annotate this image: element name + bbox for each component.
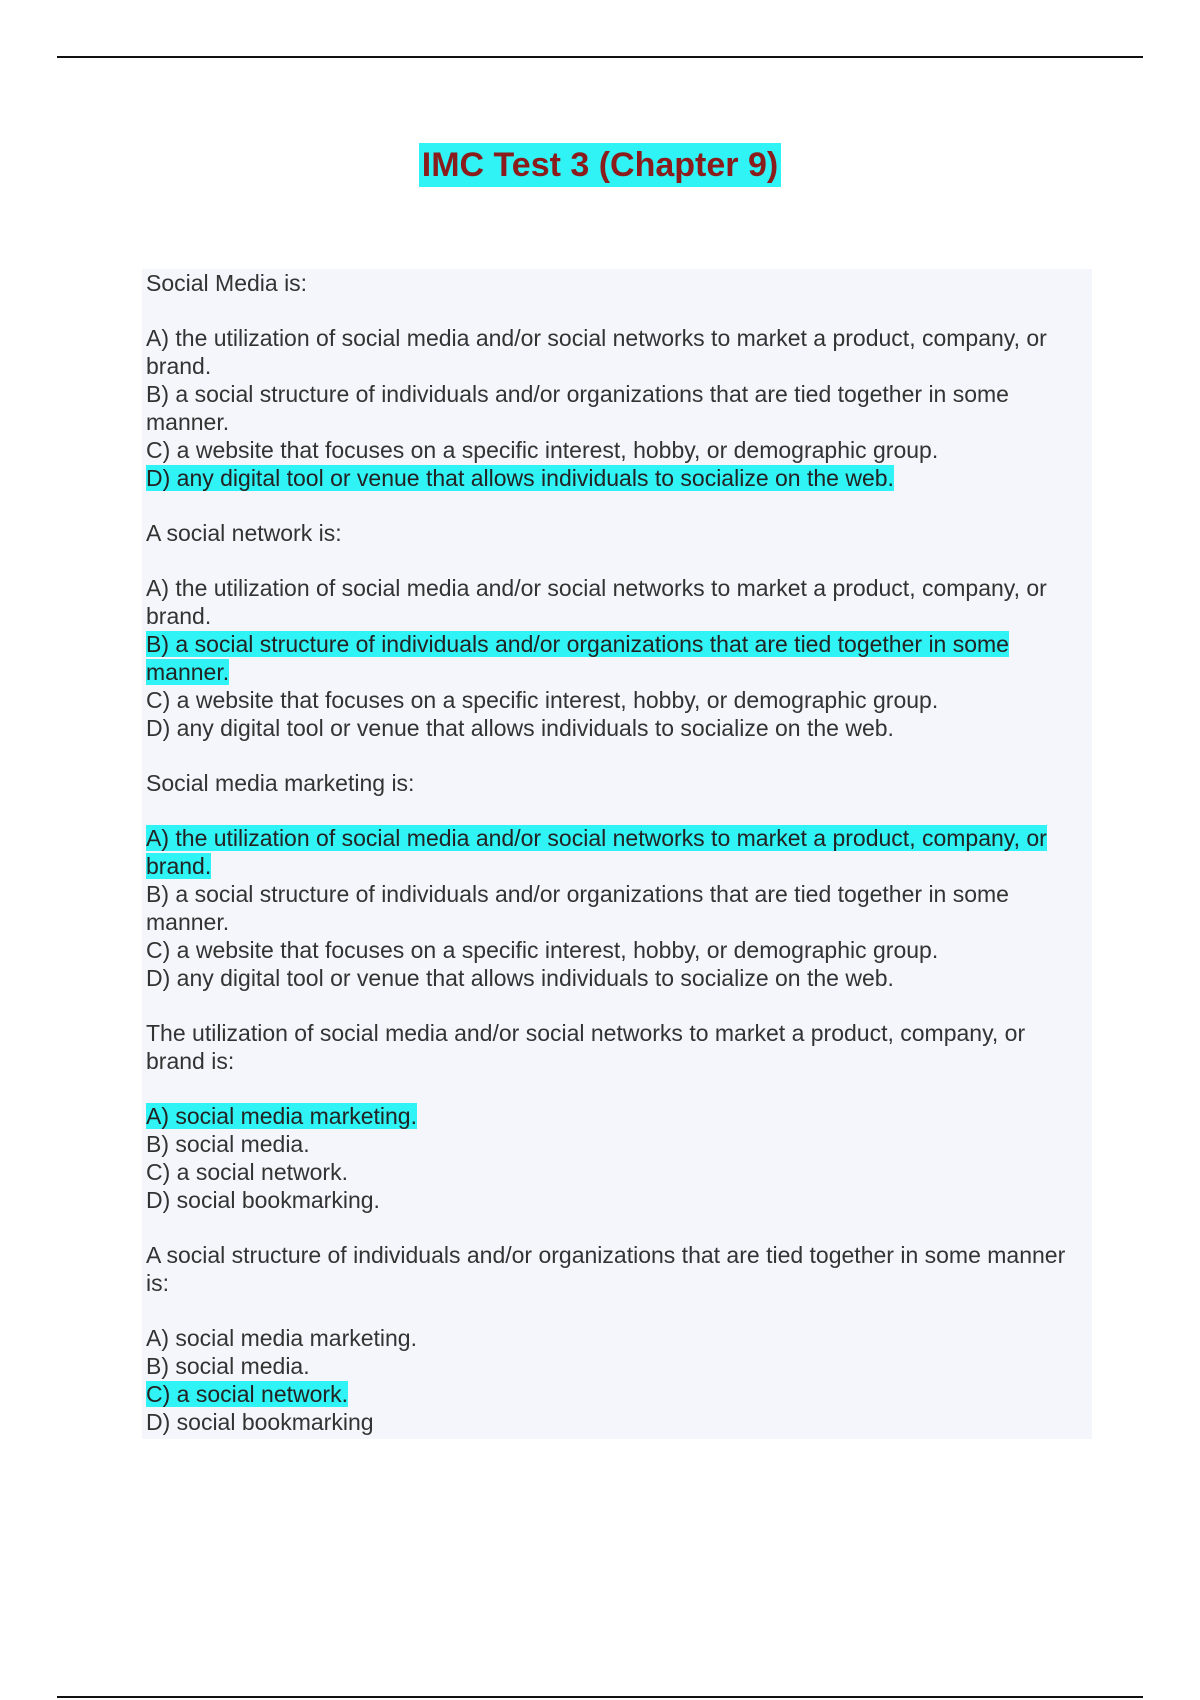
option-c: [146, 936, 1088, 964]
option-text: C) a website that focuses on a specific interest, hobby, or demographic group.: [146, 437, 939, 463]
question-text: A social structure of individuals and/or organizations that are tied together in some manner is:: [146, 1242, 1066, 1296]
option-b: [146, 380, 1088, 436]
option-list: [146, 574, 1088, 742]
question-5: [146, 1241, 1088, 1436]
option-text: A) the utilization of social media and/or social networks to market a product, company, or brand.: [146, 575, 1047, 629]
option-list: [146, 324, 1088, 492]
title-container: [0, 143, 1200, 187]
option-text: D) any digital tool or venue that allows individuals to socialize on the web.: [146, 965, 894, 991]
option-text: B) a social structure of individuals and/or organizations that are tied together in some manner.: [146, 381, 1009, 435]
option-text: A) social media marketing.: [146, 1103, 417, 1129]
option-b: [146, 630, 1088, 686]
option-text: C) a website that focuses on a specific interest, hobby, or demographic group.: [146, 687, 939, 713]
option-c: [146, 686, 1088, 714]
question-2: [146, 519, 1088, 742]
question-text: The utilization of social media and/or social networks to market a product, company, or brand is:: [146, 1020, 1026, 1074]
question-text: Social Media is:: [146, 270, 308, 296]
option-c: [146, 436, 1088, 464]
option-text: B) social media.: [146, 1353, 310, 1379]
option-text: C) a social network.: [146, 1381, 348, 1407]
option-a: [146, 1324, 1088, 1352]
option-text: D) social bookmarking: [146, 1409, 374, 1435]
option-d: [146, 1186, 1088, 1214]
option-text: D) any digital tool or venue that allows individuals to socialize on the web.: [146, 715, 894, 741]
option-text: D) social bookmarking.: [146, 1187, 380, 1213]
option-b: [146, 880, 1088, 936]
option-text: B) social media.: [146, 1131, 310, 1157]
option-text: A) social media marketing.: [146, 1325, 417, 1351]
option-list: [146, 1102, 1088, 1214]
option-list: [146, 824, 1088, 992]
option-d: [146, 964, 1088, 992]
option-c: [146, 1380, 1088, 1408]
option-text: B) a social structure of individuals and/or organizations that are tied together in some manner.: [146, 631, 1009, 685]
option-c: [146, 1158, 1088, 1186]
question-4: [146, 1019, 1088, 1214]
bottom-rule: [57, 1696, 1143, 1698]
option-text: D) any digital tool or venue that allows individuals to socialize on the web.: [146, 465, 894, 491]
option-text: B) a social structure of individuals and/or organizations that are tied together in some manner.: [146, 881, 1009, 935]
option-b: [146, 1352, 1088, 1380]
document-title: IMC Test 3 (Chapter 9): [419, 143, 781, 187]
option-a: [146, 574, 1088, 630]
option-b: [146, 1130, 1088, 1158]
option-text: A) the utilization of social media and/or social networks to market a product, company, or brand.: [146, 825, 1047, 879]
option-text: C) a social network.: [146, 1159, 348, 1185]
question-1: [146, 269, 1088, 492]
option-a: [146, 324, 1088, 380]
option-text: C) a website that focuses on a specific interest, hobby, or demographic group.: [146, 937, 939, 963]
option-a: [146, 824, 1088, 880]
option-d: [146, 1408, 1088, 1436]
top-rule: [57, 56, 1143, 58]
option-list: [146, 1324, 1088, 1436]
option-d: [146, 464, 1088, 492]
question-3: [146, 769, 1088, 992]
question-text: Social media marketing is:: [146, 770, 415, 796]
question-text: A social network is:: [146, 520, 342, 546]
option-a: [146, 1102, 1088, 1130]
option-d: [146, 714, 1088, 742]
questions-container: [142, 269, 1092, 1439]
option-text: A) the utilization of social media and/or social networks to market a product, company, or brand.: [146, 325, 1047, 379]
